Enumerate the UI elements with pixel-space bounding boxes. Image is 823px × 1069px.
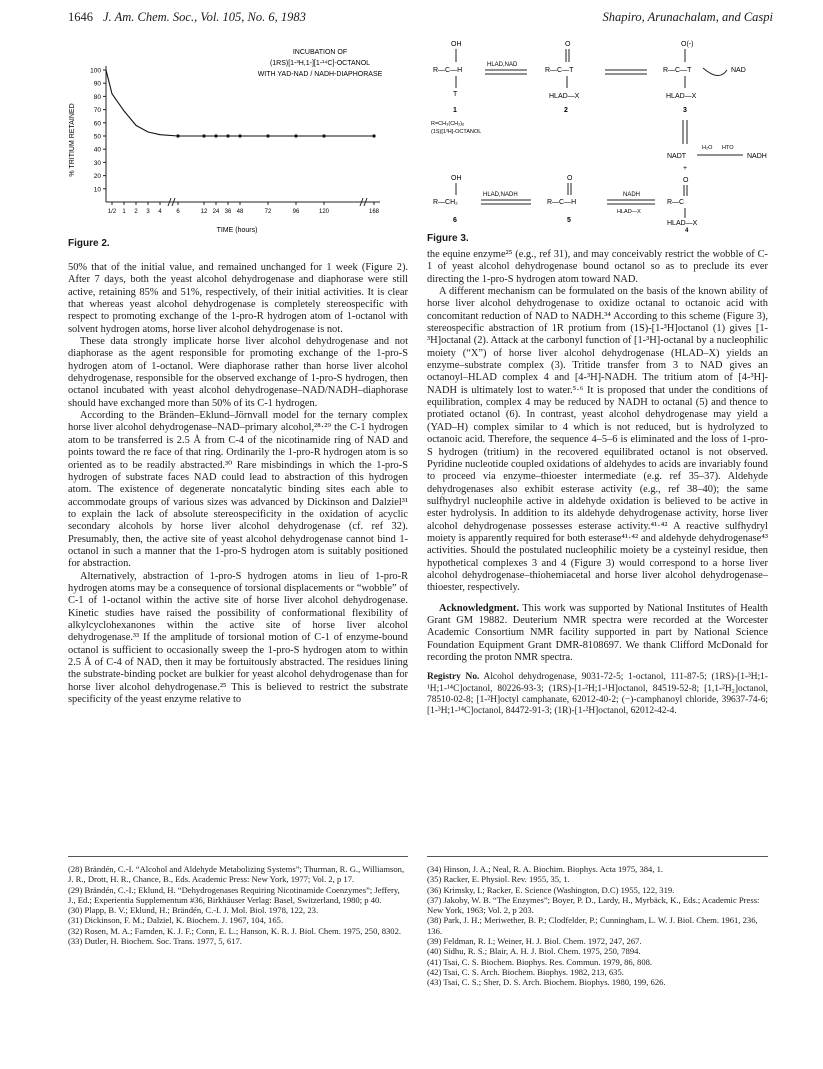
x-tick-label: 2 xyxy=(134,209,138,215)
reference-item: (39) Feldman, R. I.; Weiner, H. J. Biol. Chem. 1972, 247, 267. xyxy=(427,936,642,947)
references-left xyxy=(68,864,408,946)
figure-2-chart xyxy=(62,40,407,240)
cmpd6-oh: OH xyxy=(451,175,462,182)
paragraph: Alternatively, abstraction of 1-pro-S hydrogen atoms in lieu of 1-pro-R hydrogen atoms may be a consequence of torsional displacements or “wobble” of C-1 of 1-octanol within the active site of horse liver alcohol dehydrogenase. Kinetic studies have raised the possibility of conformational flexibility of alkylcyclohexanones within the active site of horse liver alcohol dehydrogenase.³³ If the amplitude of torsional motion of C-1 of enzyme-bound octanol is sufficient to occasionally sweep the 1-pro-S hydrogen atom to within 2.5 Å of C-4 of NAD, then it may be fortuitously abstracted. The residues lining the substrate-binding pocket are bulkier for yeast alcohol dehydrogenase than for horse liver alcohol dehydrogenase.²⁵ This is believed to restrict the substrate specificity of the yeast enzyme relative to xyxy=(68,570,408,706)
x-tick-label: 1 xyxy=(122,209,126,215)
reference-item: (31) Dickinson, F. M.; Dalziel, K. Biochem. J. 1967, 104, 165. xyxy=(68,915,284,926)
running-header-left xyxy=(68,10,306,25)
hto-label: HTO xyxy=(722,145,734,151)
y-tick-label: 20 xyxy=(93,173,101,181)
arrow-4-5-bottom: HLAD—X xyxy=(617,209,641,215)
x-tick-label: 72 xyxy=(264,209,272,215)
reference-item: (35) Racker, E. Physiol. Rev. 1955, 35, 1. xyxy=(427,874,570,885)
cmpd5-formula: R—C—H xyxy=(547,199,577,206)
reference-item: (30) Plapp, B. V.; Eklund, H.; Brändén, C.-I. J. Mol. Biol. 1978, 122, 23. xyxy=(68,905,319,916)
y-tick-label: 30 xyxy=(93,159,101,167)
cmpd3-hlad: HLAD—X xyxy=(666,93,697,100)
registry-numbers xyxy=(427,672,768,717)
cmpd4-formula: R—C xyxy=(667,199,685,206)
nadh-product-label: NADH xyxy=(747,153,767,160)
figure-3-caption: Figure 3. xyxy=(427,233,469,244)
registry-text: Alcohol dehydrogenase, 9031-72-5; 1-octanol, 111-87-5; (1RS)-[1-³H;1-¹H;1-¹⁴C]octanol, 80226-93-3; (1RS)-[1-²H;1-¹H]octanol, 84519-52-8; [1,1-²H₂]octanol, 78510-02-8; [1-²H]octyl camphanate, 62012-40-2; (−)-camphanoyl chloride, 39637-74-6; [1-³H;1-¹⁴C]octanol, 84472-91-3; (1R)-[1-²H]octanol, 62012-42-4. xyxy=(427,672,768,717)
cmpd1-tritium: T xyxy=(453,91,458,98)
acknowledgment-text: This work was supported by National Institutes of Health Grant GM 19882. Deuterium NMR spectra were recorded at the Worcester Academic Consortium NMR facility supported in part by National Science Foundation Equipment Grant DMR-8108697. We thank Clifford McDonald for recording the proton NMR spectra. xyxy=(427,602,768,663)
reference-item: (36) Krimsky, I.; Racker, E. Science (Washington, D.C) 1955, 122, 319. xyxy=(427,884,675,895)
running-header-authors: Shapiro, Arunachalam, and Caspi xyxy=(602,10,773,24)
data-point xyxy=(322,134,325,137)
cmpd4-o: O xyxy=(683,177,689,184)
reference-item: (32) Rosen, M. A.; Farnden, K. J. F.; Conn, E. L.; Hanson, K. R. J. Biol. Chem. 1975, 250, 8302. xyxy=(68,925,402,936)
cmpd4-hlad: HLAD—X xyxy=(667,220,698,227)
cmpd3-formula: R—C—T xyxy=(663,67,692,74)
cmpd6-formula: R—CH₂ xyxy=(433,199,458,206)
data-point xyxy=(238,134,241,137)
x-tick-label: 96 xyxy=(292,209,300,215)
paragraph: A different mechanism can be formulated on the basis of the known ability of horse liver alcohol dehydrogenase to oxidize octanal to octanoic acid with concomitant reduction of NAD to NADH.³⁴ According to this scheme (Figure 3), stereospecific abstraction of 1R protium from (1S)-[1-³H]octanol (1) gives [1-³H]octanal (2). Attack at the carbonyl function of [1-³H]-octanal by a nucleophilic moiety (“X”) of horse liver alcohol dehydrogenase (HLAD–X) yields an enzyme–substrate complex (3). Tritide transfer from 3 to NAD gives an octanoyl–HLAD complex 4 and [4-³H]-NADH. The tritium atom of [4-³H]-NADH is ultimately lost to water.⁵·⁶ It is proposed that under the conditions of equilibration, complex 4 may be reduced by NADH to octanal (5) and thence to protiated octanol (6). In contrast, yeast alcohol dehydrogenase may yield a (YAD–H) complex similar to 4 which is not reduced, but is hydrolyzed to octanoic acid. Therefore, the sequence 4–5–6 is eliminated and the loss of 1-pro-S hydrogen (tritium) in the recovered equilibrated octanol is not observed. Pyridine nucleotide coupled oxidations of aldehydes to acids are invariably found to proceed via enzyme–thioester intermediate (e.g. ref 35–37). Aldehyde dehydrogenases also exhibit esterase activity (e.g., ref 38–40); the same sulfhydryl nucleophile active in aldehyde oxidation is believed to be active in ester hydrolysis. In addition to its aldehyde dehydrogenase activity, horse liver alcohol dehydrogenase possesses esterase activity.⁴¹·⁴² A reactive sulfhydryl moiety is apparently required for both esterase⁴¹·⁴² and aldehyde dehydrogenase⁴³ activities. Should the postulated nucleophilic moiety be a cysteinyl residue, then hypothetical complexes 3 and 4 (Figure 3) would correspond to a horse liver alcohol dehydrogenase–thiohemiacetal and horse liver alcohol dehydrogenase–thioester, respectively. xyxy=(427,286,768,594)
reference-item: (33) Dutler, H. Biochem. Soc. Trans. 1977, 5, 617. xyxy=(68,936,242,947)
x-axis-label: TIME (hours) xyxy=(216,227,258,234)
y-tick-label: 90 xyxy=(93,80,101,88)
x-tick-label: 4 xyxy=(158,209,162,215)
acknowledgment xyxy=(427,603,768,665)
x-tick-label: 6 xyxy=(176,209,180,215)
reference-item: (29) Brändén, C.-I.; Eklund, H. “Dehydrogenases Requiring Nicotinamide Coenzymes”; Jeffery, J., Ed.; Experientia Supplementum #36, Birkhäuser Verlag: Basel, Switzerland, 1980; p 40. xyxy=(68,884,400,905)
nadt-label: NADT xyxy=(667,153,687,160)
data-point xyxy=(226,134,229,137)
y-tick-label: 40 xyxy=(93,146,101,154)
footnote-rule-right xyxy=(427,856,768,857)
paragraph: the equine enzyme²⁵ (e.g., ref 31), and may conceivably restrict the wobble of C-1 of yeast alcohol dehydrogenase bound octanol so as to preclude its ever directing the 1-pro-S hydrogen atom toward NAD. xyxy=(427,249,768,285)
cmpd2-formula: R—C—T xyxy=(545,67,574,74)
x-tick-label: 36 xyxy=(224,209,232,215)
data-point xyxy=(372,134,375,137)
reference-item: (41) Tsai, C. S. Biochem. Biophys. Res. Commun. 1979, 86, 808. xyxy=(427,956,653,967)
reference-item: (43) Tsai, C. S.; Sher, D. S. Arch. Biochem. Biophys. 1980, 199, 626. xyxy=(427,977,666,988)
reference-item: (40) Sidhu, R. S.; Blair, A. H. J. Biol. Chem. 1975, 250, 7894. xyxy=(427,946,641,957)
cmpd2-hlad: HLAD—X xyxy=(549,93,580,100)
y-tick-label: 100 xyxy=(90,67,101,75)
y-tick-label: 70 xyxy=(93,107,101,115)
data-point xyxy=(294,134,297,137)
y-tick-label: 60 xyxy=(93,120,101,128)
y-tick-label: 10 xyxy=(93,186,101,194)
paragraph: These data strongly implicate horse liver alcohol dehydrogenase and not diaphorase as the agent responsible for promoting exchange of the 1-pro-S hydrogen atom of 1-octanol. Were diaphorase rather than horse liver alcohol dehydrogenase, responsible for the observed exchange of 1-pro-S hydrogen, then octanol incubated with yeast alcohol dehydrogenase–NAD/NADH–diaphorase should have exchanged more than 50% of its C-1 hydrogen. xyxy=(68,336,408,409)
data-point xyxy=(202,134,205,137)
figure-3-scheme xyxy=(427,32,777,232)
x-tick-label: 12 xyxy=(200,209,208,215)
references-right xyxy=(427,864,768,988)
y-tick-label: 80 xyxy=(93,93,101,101)
arrow-1-label: HLAD,NAD xyxy=(487,62,518,68)
arrow-4-5-top: NADH xyxy=(623,192,641,198)
data-point xyxy=(214,134,217,137)
cmpd4-number: 4 xyxy=(685,228,689,232)
figure-2-title-line-3: WITH YAD-NAD / NADH-DIAPHORASE xyxy=(257,71,383,78)
cmpd1-name: (1S)[1³H]-OCTANOL xyxy=(431,129,482,135)
x-tick-label: 120 xyxy=(318,209,330,215)
series-line xyxy=(106,70,374,136)
figure-2-title-line-2: (1RS)[1-³H,1-][1-¹⁴C]-OCTANOL xyxy=(269,60,371,67)
reference-item: (28) Brändén, C.-I. “Alcohol and Aldehyde Metabolizing Systems”; Thurman, R. G., Williamson, J. R., Drott, H. R., Chance, B., Eds. Academic Press: New York, 1977; Vol. 2, p 17. xyxy=(68,864,405,885)
cmpd5-o: O xyxy=(567,175,573,182)
cmpd1-oh: OH xyxy=(451,41,462,48)
reference-item: (34) Hinson, J. A.; Neal, R. A. Biochim. Biophys. Acta 1975, 384, 1. xyxy=(427,864,664,874)
paragraph: 50% that of the initial value, and remained unchanged for 1 week (Figure 2). After 7 days, both the yeast alcohol dehydrogenase and diaphorase were still active, retaining 85% and 51%, respectively, of their initial activities. It is clear that whereas yeast alcohol dehydrogenase is completely stereospecific with respect to promoting exchange of the 1-pro-R hydrogen atom of 1-octanol with solvent hydrogen atoms, horse liver alcohol dehydrogenase is not. xyxy=(68,262,408,335)
registry-heading: Registry No. xyxy=(427,672,480,683)
cmpd3-o-minus: O(-) xyxy=(681,41,694,48)
reference-item: (42) Tsai, C. S. Arch. Biochem. Biophys. 1982, 213, 635. xyxy=(427,966,624,977)
page-number: 1646 xyxy=(68,10,93,24)
cmpd3-number: 3 xyxy=(683,107,687,114)
cmpd3-nad: NAD xyxy=(731,67,746,74)
r-definition: R=CH₃(CH₂)₆ xyxy=(431,121,465,127)
x-tick-label: 24 xyxy=(212,209,220,215)
arrow-5-6-label: HLAD,NADH xyxy=(483,192,518,198)
journal-citation: J. Am. Chem. Soc., Vol. 105, No. 6, 1983 xyxy=(103,10,306,24)
y-axis-label: % TRITIUM RETAINED xyxy=(69,103,76,177)
right-column-body xyxy=(427,249,768,718)
cmpd2-number: 2 xyxy=(564,107,568,114)
cmpd2-o: O xyxy=(565,41,571,48)
cmpd5-number: 5 xyxy=(567,217,571,224)
reference-item: (38) Park, J. H.; Meriwether, B. P.; Clodfelder, P.; Cunningham, L. W. J. Biol. Chem. 1961, 236, 136. xyxy=(427,915,758,936)
x-tick-label: 3 xyxy=(146,209,150,215)
data-point xyxy=(266,134,269,137)
paragraph: According to the Bränden–Eklund–Jörnvall model for the ternary complex horse liver alcohol dehydrogenase–NAD–primary alcohol,²⁸·²⁹ the C-1 hydrogen atom to be transferred is 2.5 Å from C-4 of the nicotinamide ring of NAD and points toward the re face of that ring. Ordinarily the 1-pro-R hydrogen atom is so oriented as to be readily abstracted.³⁰ Rare misbindings in which the 1-pro-S hydrogen of substrate faces NAD could lead to abstraction of this hydrogen atom. The existence of degenerate noncatalytic binding sites each able to accommodate groups of various sizes was advanced by Dickinson and Dalziel³¹ to explain the lack of absolute stereospecificity in the oxidation of acyclic secondary alcohols by horse liver alcohol dehydrogenase (cf. ref 32). Presumably, then, the active site of yeast alcohol dehydrogenase cannot bind 1-octanol in such a manner that the 1-pro-S hydrogen atom is suitably positioned for abstraction. xyxy=(68,410,408,570)
h2o-label: H₂O xyxy=(702,145,713,151)
cmpd1-number: 1 xyxy=(453,107,457,114)
plus-sign: + xyxy=(683,165,688,172)
x-tick-label: 48 xyxy=(236,209,244,215)
y-tick-label: 50 xyxy=(93,133,101,141)
footnote-rule-left xyxy=(68,856,408,857)
cmpd6-number: 6 xyxy=(453,217,457,224)
cmpd1-formula: R—C—H xyxy=(433,67,463,74)
figure-2-title-line-1: INCUBATION OF xyxy=(292,49,348,56)
x-tick-label: 168 xyxy=(368,209,380,215)
acknowledgment-heading: Acknowledgment. xyxy=(439,602,519,614)
left-column-body xyxy=(68,262,408,706)
data-point xyxy=(176,134,179,137)
reference-item: (37) Jakoby, W. B. “The Enzymes”; Boyer, P. D., Lardy, H., Myrbäck, K., Eds.; Academic Press: New York, 1963; Vol. 2, p 203. xyxy=(427,894,760,916)
x-tick-label: 1/2 xyxy=(107,209,117,215)
figure-2-caption: Figure 2. xyxy=(68,238,110,249)
